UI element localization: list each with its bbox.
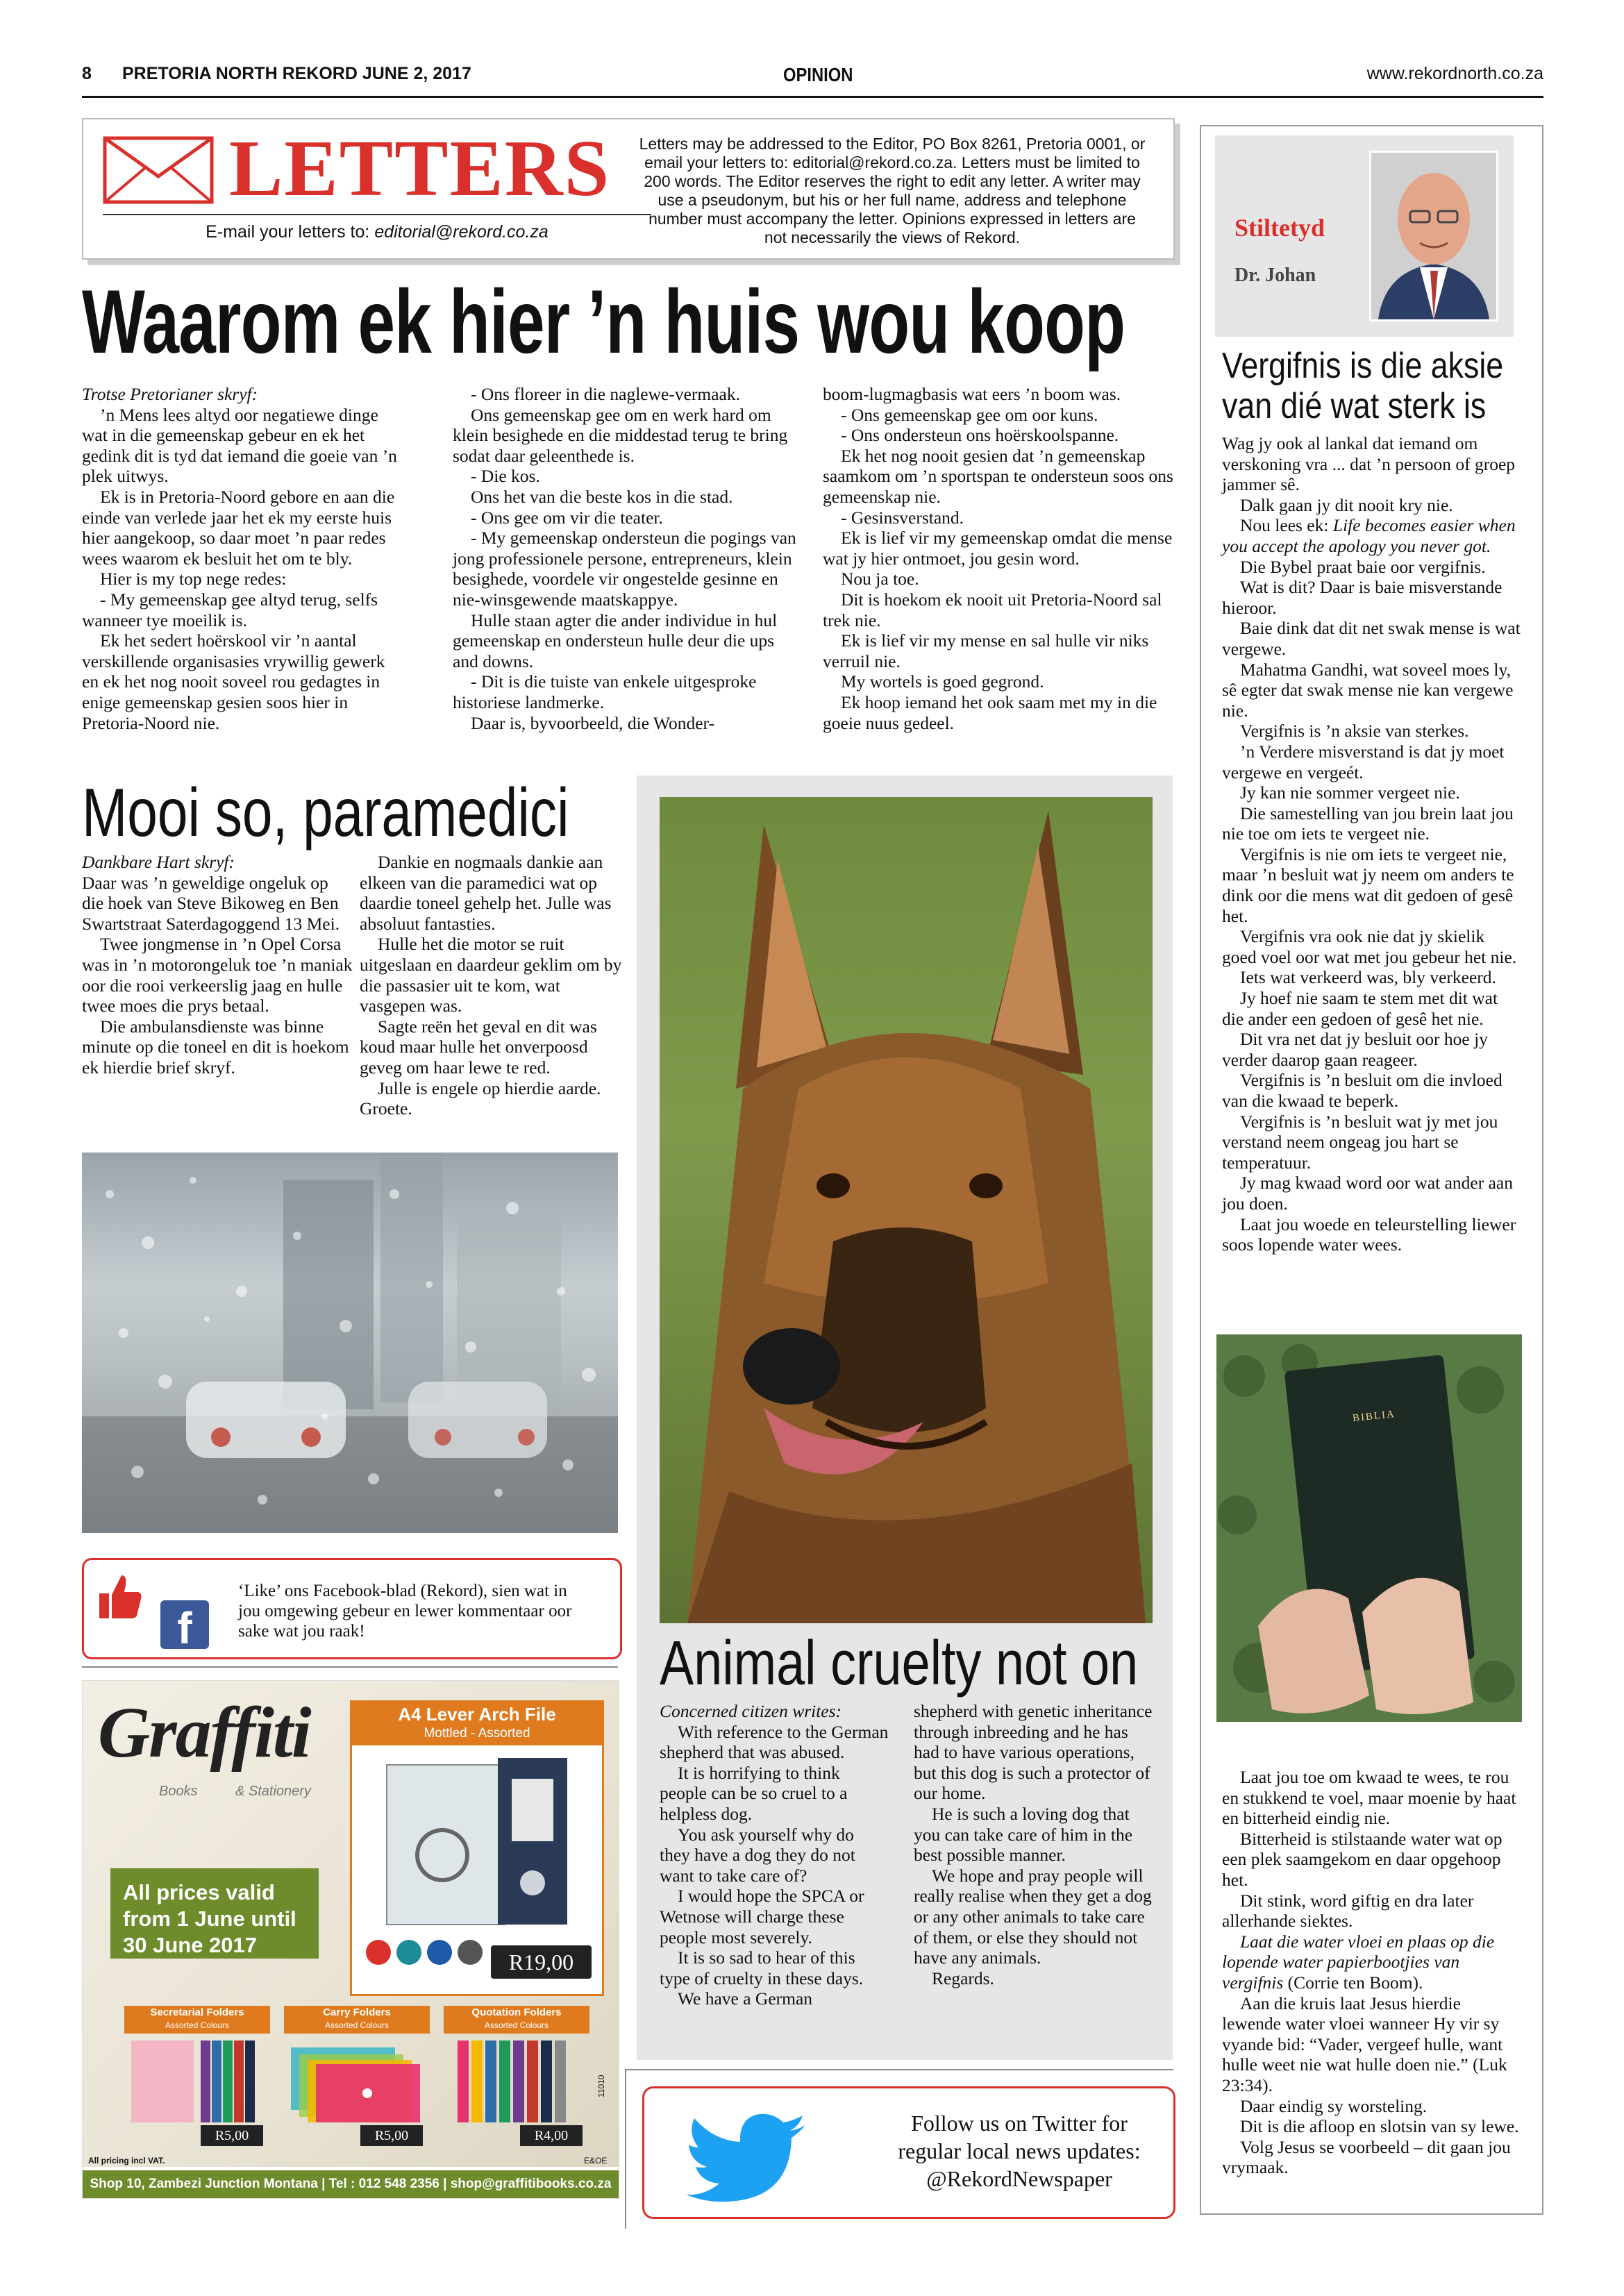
paragraph: Ek is lief vir my gemeenskap omdat die mense wat jy hier ontmoet, jou gesin word. bbox=[823, 528, 1173, 569]
author-portrait-drawing bbox=[1371, 153, 1496, 319]
column-headline-line2: van dié wat sterk is bbox=[1222, 386, 1487, 426]
paragraph: I would hope the SPCA or Wetnose will charge these people most severely. bbox=[660, 1886, 864, 1947]
publication-name: PRETORIA NORTH REKORD JUNE 2, 2017 bbox=[122, 64, 471, 83]
paragraph: Iets wat verkeerd was, bly verkeerd. bbox=[1240, 967, 1496, 988]
paragraph: Ons het van die beste kos in die stad. bbox=[471, 486, 733, 507]
rain-scene-drawing bbox=[82, 1153, 618, 1533]
facebook-text: ‘Like’ ons Facebook-blad (Rekord), sien wat in jou omgewing gebeur en lewer kommentaar oor sake wat jou raak! bbox=[238, 1582, 572, 1641]
ad-item-header bbox=[444, 2006, 589, 2034]
paragraph: - Die kos. bbox=[471, 466, 540, 487]
ad-item-title: Quotation Folders bbox=[471, 2006, 562, 2018]
column-body-bottom bbox=[1222, 1767, 1521, 2178]
article2-headline: Mooi so, paramedici bbox=[82, 774, 569, 850]
paragraph: Dit is hoekom ek nooit uit Pretoria-Noord sal trek nie. bbox=[823, 589, 1162, 630]
twitter-line2: regular local news updates: bbox=[898, 2138, 1141, 2163]
twitter-line1: Follow us on Twitter for bbox=[911, 2111, 1128, 2136]
ad-item-header bbox=[284, 2006, 430, 2034]
paragraph: - Ons gemeenskap gee om oor kuns. bbox=[841, 404, 1098, 425]
paragraph: - My gemeenskap ondersteun die pogings van jong professionele persone, entrepreneurs, klein besighede, voordele vir ongestelde gesinne en nie-winsgewende maatskappye. bbox=[453, 528, 796, 610]
twitter-bird-icon bbox=[686, 2113, 811, 2203]
facebook-icon: f bbox=[160, 1600, 209, 1649]
paragraph: It is horrifying to think people can be so cruel to a helpless dog. bbox=[660, 1762, 848, 1824]
paragraph: Daar was ’n geweldige ongeluk op die hoek van Steve Bikoweg en Ben Swartstraat Saterdagoggend 13 Mei. bbox=[82, 872, 340, 934]
color-dot-teal bbox=[396, 1940, 421, 1965]
paragraph-lead: Nou lees ek: bbox=[1240, 515, 1333, 536]
paragraph: Nou ja toe. bbox=[841, 569, 919, 589]
page-header bbox=[82, 64, 1543, 92]
article1-headline: Waarom ek hier ’n huis wou koop bbox=[82, 271, 1125, 372]
paragraph: Dit vra net dat jy besluit oor hoe jy verder daarop gaan reageer. bbox=[1222, 1029, 1488, 1070]
paragraph: Ek is lief vir my mense en sal hulle vir niks verruil nie. bbox=[823, 630, 1149, 671]
twitter-box[interactable] bbox=[642, 2086, 1175, 2219]
paragraph: - Dit is die tuiste van enkele uitgesproke historiese landmerke. bbox=[453, 671, 757, 712]
ad-item-price: R5,00 bbox=[201, 2125, 263, 2146]
paragraph: - Gesinsverstand. bbox=[841, 507, 964, 528]
column-body-top bbox=[1222, 433, 1521, 1255]
paragraph: Die Bybel praat baie oor vergifnis. bbox=[1240, 556, 1486, 577]
article3-col2 bbox=[914, 1701, 1157, 1988]
ad-item-secretarial bbox=[124, 2006, 270, 2145]
paragraph: Die samestelling van jou brein laat jou nie toe om iets te vergeet nie. bbox=[1222, 803, 1514, 844]
article2-headline-wrap bbox=[82, 774, 623, 850]
twitter-text bbox=[873, 2109, 1165, 2193]
ad-item-title: Carry Folders bbox=[323, 2006, 391, 2018]
paragraph bbox=[1222, 1932, 1521, 1993]
color-dot-red bbox=[366, 1940, 391, 1965]
paragraph: Hulle het die motor se ruit uitgeslaan en daardeur geklim om by die passasier uit te kom, wat vasgepen was. bbox=[360, 934, 622, 1016]
author-photo bbox=[1369, 151, 1498, 321]
paragraph: Dankie en nogmaals dankie aan elkeen van die paramedici wat op daardie toneel gehelp het. Julle was absoluut fantasties. bbox=[360, 852, 612, 934]
article3-byline: Concerned citizen writes: bbox=[660, 1701, 842, 1721]
paragraph: Ek is in Pretoria-Noord gebore en aan die einde van verlede jaar het ek my eerste huis hier aangekoop, so daar moet ’n paar redes wees waarom ek besluit het om te bly. bbox=[82, 486, 395, 569]
column-headline-line1: Vergifnis is die aksie bbox=[1222, 346, 1504, 386]
article3-headline-wrap bbox=[660, 1629, 1160, 1698]
paragraph: Die ambulansdienste was binne minute op die toneel en dit is hoekom ek hierdie brief skryf. bbox=[82, 1016, 349, 1078]
paragraph: Ek hoop iemand het ook saam met my in die goeie nuus gedeel. bbox=[823, 692, 1157, 733]
letters-title-rule bbox=[103, 214, 651, 215]
paragraph: We hope and pray people will really realise when they get a dog or any other animals to take care of them, or else they should not have any animals. bbox=[914, 1865, 1152, 1968]
letters-policy: Letters may be addressed to the Editor, PO Box 8261, Pretoria 0001, or email your letters to: editorial@rekord.co.za. Letters must be limited to 200 words. The Editor reserves the right to edit any letter. A writer may use a pseudonym, but his or her full name, address and telephone number must accompany the letter. Opinions expressed in letters are not necessarily the views of Rekord. bbox=[639, 135, 1146, 246]
ad-item-carry bbox=[284, 2006, 430, 2145]
paragraph: We have a German bbox=[678, 1988, 813, 2009]
ad-footer-bar: Shop 10, Zambezi Junction Montana | Tel : 012 548 2356 | shop@graffitibooks.co.za bbox=[83, 2170, 619, 2198]
article1-headline-wrap bbox=[82, 271, 1186, 372]
bible-hands-photo bbox=[1216, 1334, 1522, 1722]
column-author: Dr. Johan bbox=[1234, 265, 1316, 286]
paragraph: ’n Mens lees altyd oor negatiewe dinge wat in die gemeenskap gebeur en ek het gedink dit is tyd dat iemand die goeie van ’n plek uitwys. bbox=[82, 404, 397, 487]
ad-item-price: R5,00 bbox=[360, 2125, 423, 2146]
lever-arch-file-drawing bbox=[359, 1751, 595, 1932]
paragraph: boom-lugmagbasis wat eers ’n boom was. bbox=[823, 384, 1121, 404]
ad-product-header bbox=[352, 1702, 602, 1745]
paragraph: Twee jongmense in ’n Opel Corsa was in ’n motorongeluk toe ’n maniak oor die rooi verkeerslig jaag en hulle twee moes die prys betaal. bbox=[82, 934, 353, 1016]
paragraph: Wat is dit? Daar is baie misverstande hieroor. bbox=[1222, 577, 1502, 618]
website[interactable]: www.rekordnorth.co.za bbox=[1366, 64, 1543, 83]
paragraph: Vergifnis is ’n besluit om die invloed van die kwaad te beperk. bbox=[1222, 1070, 1502, 1111]
paragraph: Volg Jesus se voorbeeld – dit gaan jou vrymaak. bbox=[1222, 2136, 1511, 2178]
facebook-rule bbox=[82, 1666, 618, 1668]
paragraph: Sagte reën het geval en dit was koud maar hulle het onverpoosd geveg om haar lewe te red. bbox=[360, 1016, 597, 1078]
section-label: OPINION bbox=[783, 64, 853, 85]
paragraph: Regards. bbox=[932, 1968, 994, 1988]
ad-product-title: A4 Lever Arch File bbox=[398, 1704, 556, 1725]
color-dot-grey bbox=[458, 1940, 483, 1965]
dog-drawing bbox=[660, 797, 1153, 1623]
paragraph: Julle is engele op hierdie aarde. Groete. bbox=[360, 1078, 601, 1119]
paragraph: Baie dink dat dit net swak mense is wat vergewe. bbox=[1222, 618, 1521, 659]
letters-title: LETTERS bbox=[229, 124, 611, 213]
ad-item-sub: Assorted Colours bbox=[165, 2020, 230, 2030]
paragraph: Vergifnis is nie om iets te vergeet nie, maar ’n besluit wat jy neem om anders te dink oor die mens wat dit gedoen of gesê het. bbox=[1222, 844, 1514, 926]
paragraph: Hulle staan agter die ander individue in hul gemeenskap en ondersteun hulle deur die ups and downs. bbox=[453, 610, 778, 671]
paragraph: He is such a loving dog that you can take care of him in the best possible manner. bbox=[914, 1803, 1133, 1866]
color-dot-blue bbox=[427, 1940, 452, 1965]
paragraph: Laat jou woede en teleurstelling liewer soos lopende water wees. bbox=[1222, 1214, 1516, 1255]
page-number: 8 bbox=[82, 64, 92, 83]
thumbs-up-icon bbox=[98, 1573, 142, 1621]
paragraph: It is so sad to hear of this type of cruelty in these days. bbox=[660, 1947, 864, 1988]
carry-folders-drawing bbox=[284, 2034, 430, 2124]
article1-col2 bbox=[453, 384, 800, 733]
paragraph: Mahatma Gandhi, wat soveel moes ly, sê egter dat swak mense nie kan vergewe nie. bbox=[1222, 659, 1514, 721]
paragraph: Bitterheid is stilstaande water wat op een plek saamgekom en daar opgehoop het. bbox=[1222, 1828, 1502, 1890]
paragraph: shepherd with genetic inheritance through inbreeding and he has had to have various operations, but this dog is such a protector of our home. bbox=[914, 1701, 1153, 1804]
letters-email[interactable]: editorial@rekord.co.za bbox=[374, 222, 549, 242]
paragraph: Jy mag kwaad word oor wat ander aan jou doen. bbox=[1222, 1173, 1513, 1214]
article2-col2 bbox=[360, 852, 622, 1119]
article3-headline: Animal cruelty not on bbox=[660, 1629, 1139, 1698]
ad-vat-note: All pricing incl VAT. bbox=[88, 2156, 165, 2165]
paragraph: Dalk gaan jy dit nooit kry nie. bbox=[1240, 494, 1453, 515]
letters-email-prefix: E-mail your letters to: bbox=[206, 222, 375, 242]
quotation-folders-drawing bbox=[444, 2034, 589, 2124]
ad-product-box bbox=[350, 1700, 604, 1996]
ad-item-sub: Assorted Colours bbox=[324, 2020, 390, 2030]
facebook-box[interactable] bbox=[82, 1558, 622, 1659]
article2-col1 bbox=[82, 852, 353, 1078]
article3-col1 bbox=[660, 1701, 889, 2009]
ad-brand-sub-left: Books bbox=[159, 1784, 198, 1799]
secretarial-folders-drawing bbox=[124, 2034, 270, 2124]
paragraph: Aan die kruis laat Jesus hierdie lewende water vloei wanneer Hy vir sy vyande bid: “Vader, vergeef hulle, want hulle weet nie wat hulle doen nie.” (Luk 23:34). bbox=[1222, 1993, 1507, 2095]
article1-byline: Trotse Pretorianer skryf: bbox=[82, 384, 258, 404]
article2-byline: Dankbare Hart skryf: bbox=[82, 852, 235, 872]
paragraph: Hier is my top nege redes: bbox=[100, 569, 287, 589]
paragraph: ’n Verdere misverstand is dat jy moet vergewe en vergeét. bbox=[1222, 741, 1505, 782]
twitter-box-frame bbox=[625, 2069, 626, 2229]
ad-eoe: E&OE bbox=[584, 2156, 608, 2165]
column-label: Stiltetyd bbox=[1234, 214, 1325, 242]
twitter-handle[interactable]: @RekordNewspaper bbox=[926, 2166, 1112, 2191]
ad-product-sub: Mottled - Assorted bbox=[424, 1726, 530, 1741]
ad-item-title: Secretarial Folders bbox=[150, 2006, 244, 2018]
ad-item-sub: Assorted Colours bbox=[484, 2020, 549, 2030]
paragraph: - Ons ondersteun ons hoërskoolspanne. bbox=[841, 425, 1119, 446]
paragraph: Vergifnis vra ook nie dat jy skielik goed voel oor wat met jou gebeur het nie. bbox=[1222, 926, 1517, 967]
paragraph: Laat jou toe om kwaad te wees, te rou en stukkend te voel, maar moenie by haat en bitterheid eindig nie. bbox=[1222, 1767, 1516, 1829]
paragraph: Ek het nog nooit gesien dat ’n gemeenskap saamkom om ’n sportspan te ondersteun soos ons gemeenskap nie. bbox=[823, 445, 1173, 507]
ad-brand-logo: Graffiti bbox=[98, 1693, 310, 1773]
column-header-box bbox=[1215, 135, 1514, 337]
paragraph: Vergifnis is ’n besluit wat jy met jou verstand neem ongeag jou hart se temperatuur. bbox=[1222, 1111, 1498, 1173]
paragraph: Vergifnis is ’n aksie van sterkes. bbox=[1240, 721, 1469, 741]
paragraph-quote: Laat die water vloei en plaas op die lopende water papierbootjies van vergifnis bbox=[1222, 1931, 1495, 1993]
letters-box bbox=[82, 118, 1175, 260]
ad-item-header bbox=[124, 2006, 270, 2034]
paragraph: Ons gemeenskap gee om en werk hard om klein besighede en die middestad terug te bring sodat daar geleenthede is. bbox=[453, 404, 788, 466]
ad-validity: All prices valid from 1 June until 30 June 2017 bbox=[110, 1868, 319, 1959]
paragraph: With reference to the German shepherd that was abused. bbox=[660, 1721, 889, 1763]
paragraph: Dit stink, word giftig en dra later allerhande siektes. bbox=[1222, 1890, 1474, 1932]
paragraph: - My gemeenskap gee altyd terug, selfs wanneer tye moeilik is. bbox=[82, 589, 378, 630]
bible-label: BIBLIA bbox=[1352, 1408, 1396, 1425]
paragraph: Daar eindig sy worsteling. bbox=[1240, 2095, 1428, 2116]
article1-col3 bbox=[823, 384, 1177, 733]
ad-item-price: R4,00 bbox=[520, 2125, 583, 2146]
paragraph: Daar is, byvoorbeeld, die Wonder- bbox=[471, 712, 715, 733]
graffiti-advert[interactable] bbox=[82, 1680, 619, 2199]
paragraph: Wag jy ook al lankal dat iemand om verskoning vra ... dat ’n persoon of groep jammer sê. bbox=[1222, 433, 1516, 495]
ad-brand-sub-right: & Stationery bbox=[235, 1784, 311, 1799]
paragraph: Jy hoef nie saam te stem met dit wat die ander een gedoen of gesê het nie. bbox=[1222, 988, 1498, 1029]
paragraph: Ek het sedert hoërskool vir ’n aantal verskillende organisasies vrywillig gewerk en ek het nog nooit soveel rou gedagtes in enige gemeenskap gesien soos hier in Pretoria-Noord nie. bbox=[82, 630, 385, 733]
letters-email-line bbox=[103, 222, 651, 242]
german-shepherd-photo bbox=[660, 797, 1153, 1623]
paragraph: - Ons gee om vir die teater. bbox=[471, 507, 663, 528]
paragraph: You ask yourself why do they have a dog they do not want to take care of? bbox=[660, 1824, 855, 1886]
bible-drawing bbox=[1216, 1334, 1522, 1722]
paragraph: Dit is die afloop en slotsin van sy lewe. bbox=[1240, 2116, 1519, 2137]
column-headline bbox=[1222, 346, 1527, 426]
paragraph: My wortels is goed gegrond. bbox=[841, 671, 1044, 692]
ad-code: 11010 bbox=[596, 2075, 606, 2097]
paragraph-attribution: (Corrie ten Boom). bbox=[1283, 1972, 1423, 1993]
ad-item-quotation bbox=[444, 2006, 589, 2145]
envelope-icon bbox=[103, 136, 214, 204]
rain-windshield-photo bbox=[82, 1153, 618, 1533]
paragraph-quote: Life becomes easier when you accept the apology you never got. bbox=[1222, 515, 1516, 556]
paragraph bbox=[1222, 515, 1521, 556]
paragraph: Jy kan nie sommer vergeet nie. bbox=[1240, 782, 1460, 803]
paragraph: - Ons floreer in die naglewe-vermaak. bbox=[471, 384, 740, 404]
article1-col1 bbox=[82, 384, 401, 733]
header-rule bbox=[82, 96, 1543, 98]
ad-main-price: R19,00 bbox=[491, 1945, 592, 1979]
twitter-box-frame-top bbox=[625, 2069, 1173, 2070]
